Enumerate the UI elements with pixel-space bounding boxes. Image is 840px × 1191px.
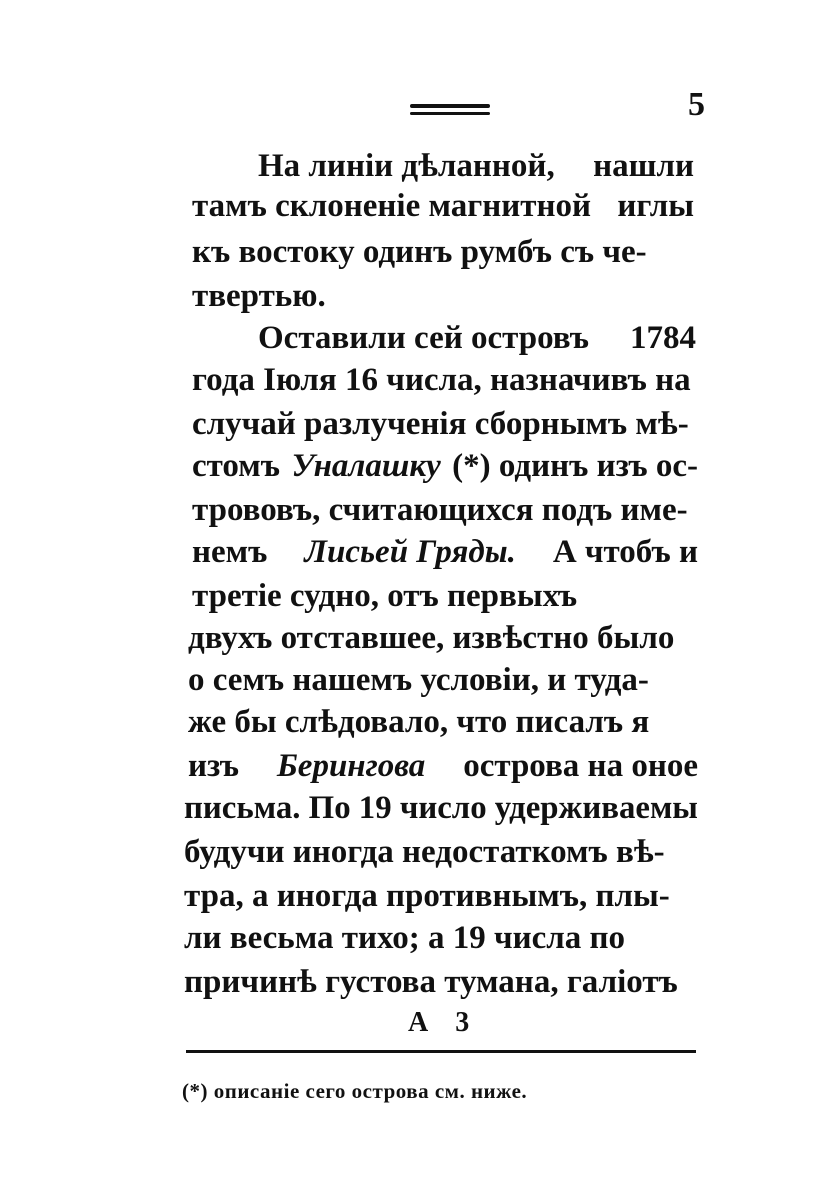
text-line <box>184 788 698 828</box>
text-line <box>184 832 698 872</box>
place-name-lisya-gryada: Лисьей Гряды. <box>304 534 516 570</box>
footnote: (*) описаніе сего острова см. ниже. <box>182 1079 528 1103</box>
text-span: 1784 <box>630 320 696 356</box>
text-span: тамъ склоненіе магнитной <box>192 188 591 224</box>
text-span: причинѣ густова тумана, галіотъ <box>184 964 678 1000</box>
text-span: На линіи дѣланной, <box>258 148 555 184</box>
text-line <box>192 232 694 272</box>
text-line <box>184 876 698 916</box>
text-line <box>188 660 698 700</box>
text-span: года Іюля 16 числа, назначивъ на <box>192 362 691 398</box>
text-line <box>192 490 698 530</box>
text-line <box>192 404 698 444</box>
footnote-divider <box>186 1050 696 1053</box>
text-span: тра, а иногда противнымъ, плы- <box>184 878 670 914</box>
place-name-beringov: Берингова <box>276 748 426 784</box>
header-double-rule <box>410 104 490 118</box>
text-span: будучи иногда недостаткомъ вѣ- <box>184 834 665 870</box>
text-span: изъ <box>188 748 239 784</box>
printer-signature-mark: А 3 <box>408 1007 480 1038</box>
place-name-unalashka: Уналашку <box>291 448 441 484</box>
header-rule-bottom <box>410 112 490 115</box>
text-line <box>192 276 694 316</box>
text-span: немъ <box>192 534 268 570</box>
text-span: третіе судно, отъ первыхъ <box>192 578 578 614</box>
text-span: А чтобъ и <box>552 534 698 570</box>
text-line <box>188 618 698 658</box>
text-span: двухъ отставшее, извѣстно было <box>188 620 675 656</box>
text-line <box>192 446 698 486</box>
text-line <box>258 146 694 186</box>
text-span: твертью. <box>192 278 326 314</box>
text-line <box>192 532 698 572</box>
text-span: трововъ, считающихся подъ име- <box>192 492 688 528</box>
page-number: 5 <box>688 86 705 123</box>
text-span: же бы слѣдовало, что писалъ я <box>188 704 650 740</box>
text-span: острова на оное <box>463 748 698 784</box>
text-line <box>188 746 698 786</box>
text-line <box>184 962 698 1002</box>
text-span: о семъ нашемъ условіи, и туда- <box>188 662 649 698</box>
text-span: случай разлученія сборнымъ мѣ- <box>192 406 689 442</box>
text-span: иглы <box>617 188 694 224</box>
text-line <box>192 360 698 400</box>
text-span: къ востоку одинъ румбъ съ че- <box>192 234 647 270</box>
text-span: стомъ <box>192 448 281 484</box>
text-span: ли весьма тихо; а 19 числа по <box>184 920 626 956</box>
text-line <box>258 318 696 358</box>
text-span: (*) одинъ изъ ос- <box>452 448 698 484</box>
text-line <box>192 186 694 226</box>
text-span: письма. По 19 число удерживаемы <box>184 790 698 826</box>
text-span: нашли <box>593 148 694 184</box>
text-line <box>188 702 698 742</box>
text-span: Оставили сей островъ <box>258 320 590 356</box>
header-rule-top <box>410 104 490 108</box>
text-line <box>184 918 698 958</box>
text-line <box>192 576 698 616</box>
